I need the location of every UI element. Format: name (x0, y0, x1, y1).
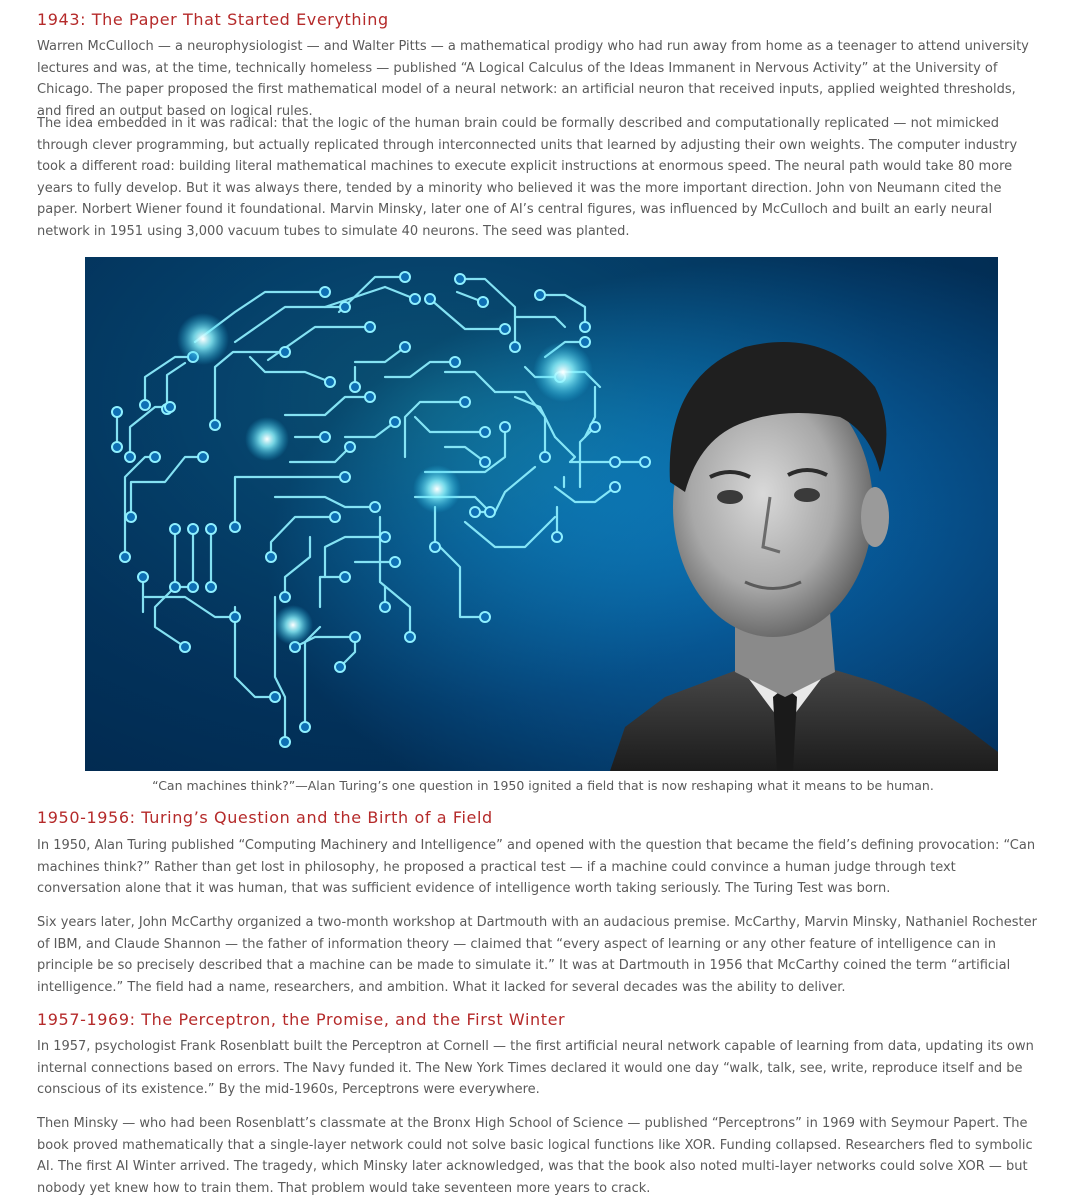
paragraph-1943-intro: Warren McCulloch — a neurophysiologist — and Walter Pitts — a mathematical prodigy who had run away from home as a teenager to attend university lectures and was, at the time, technically homeless — published “A Logical Calculus of the Ideas Immanent in Nervous Activity” at the University of Chicago. The paper proposed the first mathematical model of a neural network: an artificial neuron that received inputs, applied weighted thresholds, and fired an output based on logical rules. (37, 39, 1029, 119)
section-heading-1957: 1957-1969: The Perceptron, the Promise, and the First Winter (37, 1010, 566, 1029)
paragraph-1956-dartmouth: Six years later, John McCarthy organized a two-month workshop at Dartmouth with an audacious premise. McCarthy, Marvin Minsky, Nathaniel Rochester of IBM, and Claude Shannon — the father of information theory — claimed that “every aspect of learning or any other feature of intelligence can in principle be so precisely described that a machine can be made to simulate it.” It was at Dartmouth in 1956 that McCarthy coined the term “artificial intelligence.” The field had a name, researchers, and ambition. What it lacked for several decades was the ability to deliver. (37, 915, 1037, 995)
turing-circuit-figure (85, 257, 998, 771)
paragraph-1969-winter: Then Minsky — who had been Rosenblatt’s classmate at the Bronx High School of Science — published “Perceptrons” in 1969 with Seymour Papert. The book proved mathematically that a single-layer network could not solve basic logical functions like XOR. Funding collapsed. Researchers fled to symbolic AI. The first AI Winter arrived. The tragedy, which Minsky later acknowledged, was that the book also noted multi-layer networks could solve XOR — but nobody yet knew how to train them. That problem would take seventeen more years to crack. (37, 1116, 1033, 1196)
paragraph-1943-idea: The idea embedded in it was radical: that the logic of the human brain could be formally described and computationally replicated — not mimicked through clever programming, but actually replicated through interconnected units that learned by adjusting their own weights. The computer industry took a different road: building literal mathematical machines to execute explicit instructions at enormous speed. The neural path would take 80 more years to fully develop. But it was always there, tended by a minority who believed it was the more important direction. John von Neumann cited the paper. Norbert Wiener found it foundational. Marvin Minsky, later one of AI’s central figures, was influenced by McCulloch and built an early neural network in 1951 using 3,000 vacuum tubes to simulate 40 neurons. The seed was planted. (37, 116, 1018, 239)
paragraph-1950-turing: In 1950, Alan Turing published “Computing Machinery and Intelligence” and opened with the question that became the field’s defining provocation: “Can machines think?” Rather than get lost in philosophy, he proposed a practical test — if a machine could convince a human judge through text conversation alone that it was human, that was sufficient evidence of intelligence worth taking seriously. The Turing Test was born. (37, 838, 1036, 897)
paragraph-1957-perceptron: In 1957, psychologist Frank Rosenblatt built the Perceptron at Cornell — the first artificial neural network capable of learning from data, updating its own internal connections based on errors. The Navy funded it. The New York Times declared it would one day “walk, talk, see, write, reproduce itself and be conscious of its existence.” By the mid-1960s, Perceptrons were everywhere. (37, 1039, 1034, 1098)
section-heading-1950: 1950-1956: Turing’s Question and the Birth of a Field (37, 808, 493, 827)
figure-caption: “Can machines think?”—Alan Turing’s one question in 1950 ignited a field that is now reshaping what it means to be human. (152, 778, 934, 793)
section-heading-1943: 1943: The Paper That Started Everything (37, 10, 389, 29)
circuit-brain-illustration (85, 257, 998, 771)
